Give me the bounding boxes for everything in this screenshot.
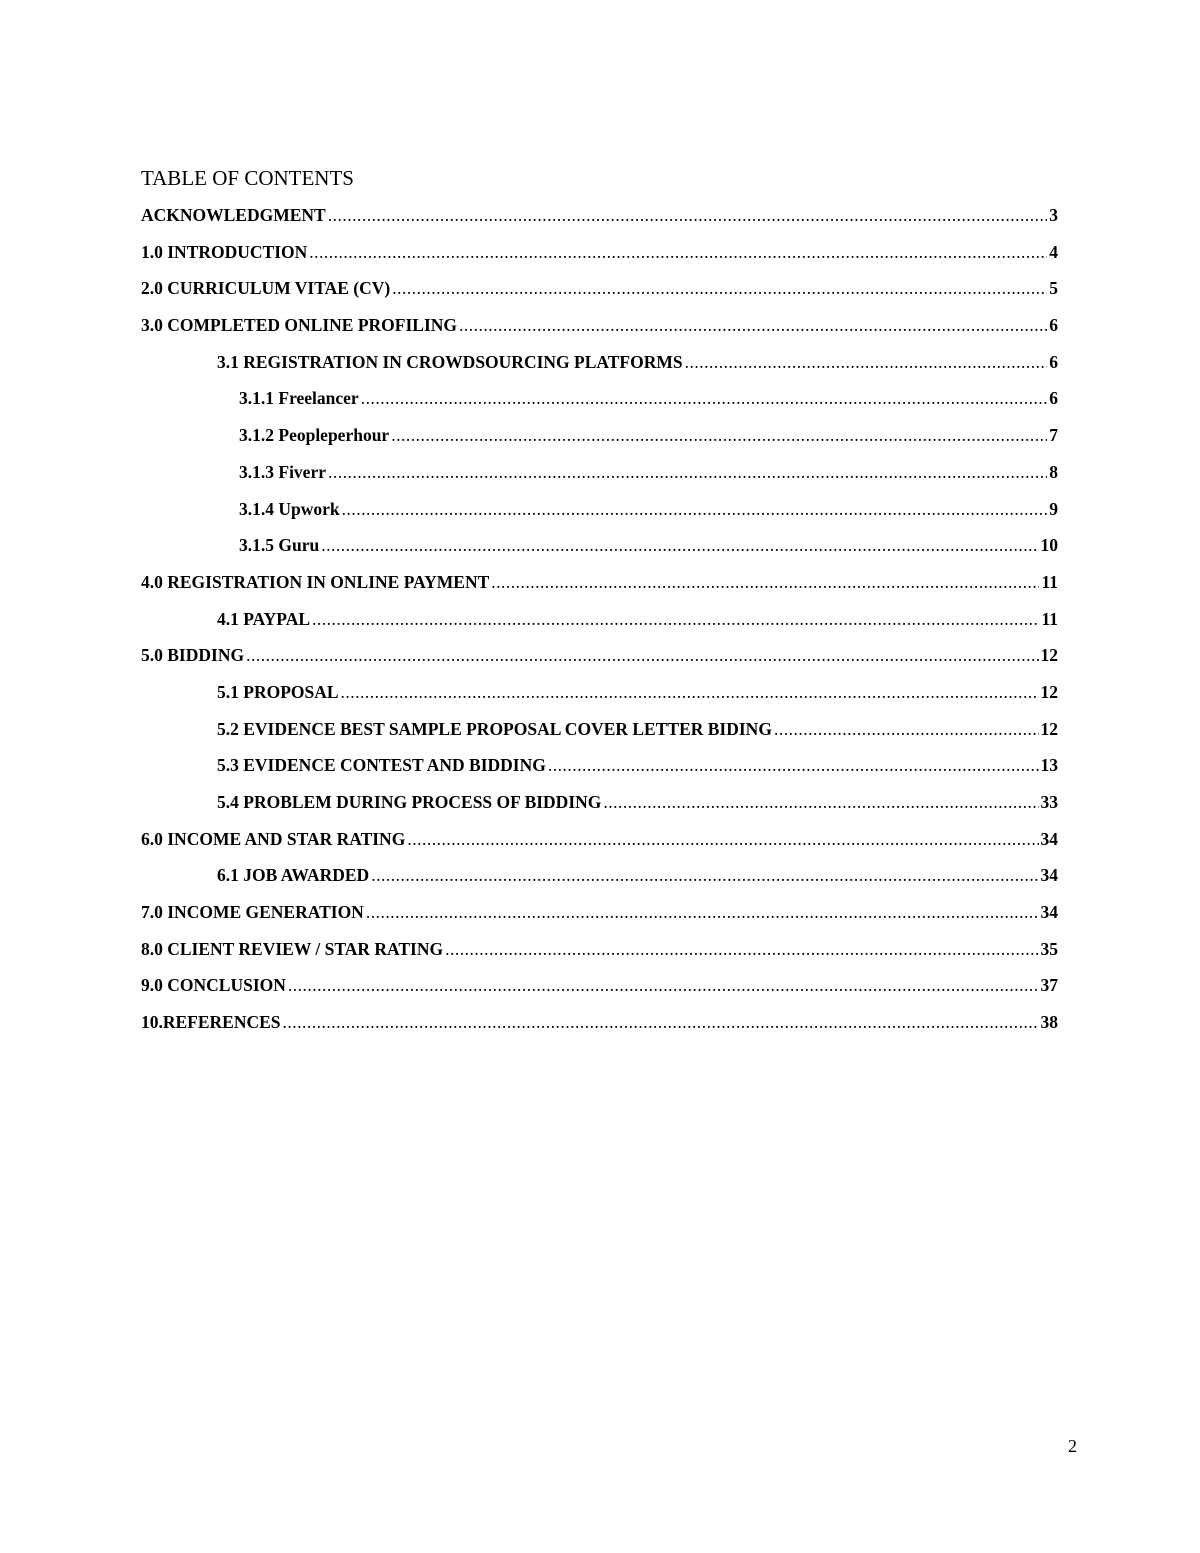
dot-leader [491, 572, 1039, 593]
toc-entry-label: 3.1.3 Fiverr [239, 461, 326, 482]
toc-entry-label: 5.2 EVIDENCE BEST SAMPLE PROPOSAL COVER LETTER BIDING [217, 718, 772, 739]
toc-entry-page: 6 [1049, 315, 1058, 336]
toc-entry-page: 9 [1049, 498, 1058, 519]
toc-entry-label: 5.3 EVIDENCE CONTEST AND BIDDING [217, 755, 546, 776]
toc-entry-page: 33 [1040, 792, 1058, 812]
toc-entry-page: 4 [1049, 241, 1058, 262]
toc-entry[interactable] [141, 939, 1058, 976]
toc-entry-page: 6 [1049, 388, 1058, 409]
toc-entry-label: 3.1.1 Freelancer [239, 388, 359, 409]
toc-entry-page: 34 [1040, 828, 1058, 849]
table-of-contents [141, 205, 1058, 1049]
dot-leader [312, 609, 1039, 630]
toc-entry-page: 13 [1040, 755, 1058, 776]
dot-leader [391, 425, 1047, 446]
toc-entry-page: 3 [1049, 205, 1058, 225]
toc-entry[interactable] [141, 499, 1058, 536]
page-number: 2 [1068, 1436, 1077, 1456]
toc-entry[interactable] [141, 352, 1058, 389]
dot-leader [328, 205, 1048, 226]
toc-entry[interactable] [141, 902, 1058, 939]
toc-entry-label: 6.1 JOB AWARDED [217, 865, 370, 886]
toc-entry[interactable] [141, 1012, 1058, 1049]
toc-entry[interactable] [141, 278, 1058, 315]
toc-entry-label: 3.1 REGISTRATION IN CROWDSOURCING PLATFORMS [217, 351, 683, 372]
dot-leader [246, 645, 1038, 666]
toc-entry-page: 12 [1040, 681, 1058, 702]
toc-entry-label: 4.0 REGISTRATION IN ONLINE PAYMENT [141, 571, 490, 592]
dot-leader [328, 462, 1047, 483]
toc-entry-page: 5 [1049, 278, 1058, 299]
dot-leader [685, 352, 1048, 373]
toc-entry-page: 11 [1041, 608, 1058, 629]
toc-entry-label: 3.1.5 Guru [239, 535, 320, 556]
toc-entry[interactable] [141, 719, 1058, 756]
dot-leader [774, 719, 1039, 740]
toc-entry[interactable] [141, 572, 1058, 609]
toc-entry-label: 4.1 PAYPAL [217, 608, 311, 629]
dot-leader [603, 792, 1038, 813]
toc-entry-label: ACKNOWLEDGMENT [141, 205, 326, 225]
toc-entry[interactable] [141, 242, 1058, 279]
toc-entry[interactable] [141, 388, 1058, 425]
toc-entry-label: 9.0 CONCLUSION [141, 975, 286, 996]
dot-leader [548, 755, 1039, 776]
toc-entry[interactable] [141, 645, 1058, 682]
dot-leader [407, 829, 1038, 850]
toc-entry-label: 2.0 CURRICULUM VITAE (CV) [141, 278, 391, 299]
toc-entry-label: 3.1.2 Peopleperhour [239, 425, 390, 446]
dot-leader [459, 315, 1047, 336]
toc-entry-page: 11 [1041, 571, 1058, 592]
toc-entry[interactable] [141, 535, 1058, 572]
toc-entry-page: 38 [1040, 1012, 1058, 1033]
toc-entry-page: 12 [1040, 718, 1058, 739]
dot-leader [366, 902, 1039, 923]
toc-title: TABLE OF CONTENTS [141, 166, 354, 190]
dot-leader [288, 975, 1039, 996]
toc-entry[interactable] [141, 829, 1058, 866]
toc-entry-page: 12 [1040, 645, 1058, 666]
toc-entry[interactable] [141, 975, 1058, 1012]
dot-leader [445, 939, 1038, 960]
toc-entry-page: 10 [1040, 535, 1058, 556]
toc-entry-page: 34 [1040, 865, 1058, 886]
toc-entry-label: 3.0 COMPLETED ONLINE PROFILING [141, 315, 457, 336]
toc-entry-label: 8.0 CLIENT REVIEW / STAR RATING [141, 938, 444, 959]
toc-entry-label: 5.4 PROBLEM DURING PROCESS OF BIDDING [217, 792, 602, 812]
dot-leader [283, 1012, 1039, 1033]
toc-entry-label: 6.0 INCOME AND STAR RATING [141, 828, 406, 849]
dot-leader [392, 278, 1047, 299]
toc-entry[interactable] [141, 682, 1058, 719]
toc-entry-page: 34 [1040, 902, 1058, 923]
toc-entry[interactable] [141, 792, 1058, 829]
dot-leader [361, 388, 1048, 409]
dot-leader [321, 535, 1038, 556]
toc-entry-page: 8 [1049, 461, 1058, 482]
dot-leader [341, 682, 1039, 703]
toc-entry-page: 7 [1049, 425, 1058, 446]
toc-entry-label: 3.1.4 Upwork [239, 498, 340, 519]
dot-leader [342, 499, 1048, 520]
toc-entry-page: 6 [1049, 351, 1058, 372]
toc-entry-label: 5.1 PROPOSAL [217, 681, 339, 702]
dot-leader [309, 242, 1047, 263]
toc-entry-label: 7.0 INCOME GENERATION [141, 902, 364, 923]
toc-entry-page: 37 [1040, 975, 1058, 996]
toc-entry[interactable] [141, 425, 1058, 462]
toc-entry-label: 10.REFERENCES [141, 1012, 281, 1033]
toc-entry[interactable] [141, 609, 1058, 646]
toc-entry[interactable] [141, 865, 1058, 902]
toc-entry[interactable] [141, 315, 1058, 352]
toc-entry[interactable] [141, 755, 1058, 792]
toc-entry-label: 5.0 BIDDING [141, 645, 245, 666]
dot-leader [371, 865, 1038, 886]
toc-entry[interactable] [141, 205, 1058, 242]
toc-entry-label: 1.0 INTRODUCTION [141, 241, 308, 262]
toc-entry-page: 35 [1040, 938, 1058, 959]
toc-entry[interactable] [141, 462, 1058, 499]
